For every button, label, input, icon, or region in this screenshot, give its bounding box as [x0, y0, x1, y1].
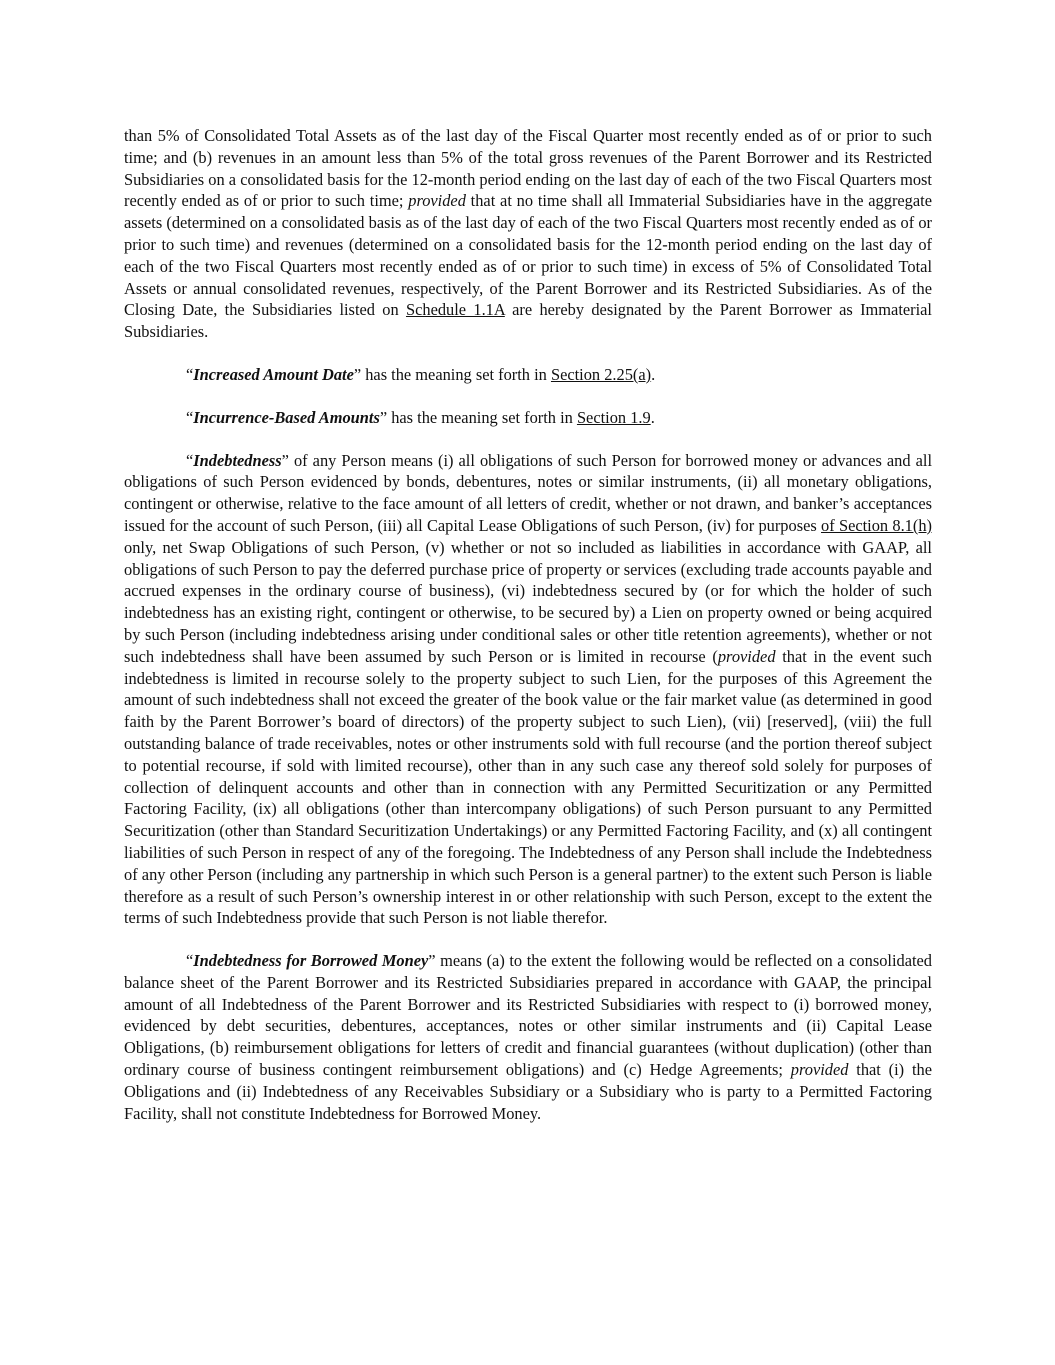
text-run: that at no time shall all Immaterial Subsidiaries have in the aggregate assets (determined on a consolidated basis as of the last day of each of the two Fiscal Quarters most recently ended as of or prior to such time) and revenues (determined on a consolidated basis for the 12-month period ending on the last day of each of the two Fiscal Quarters most recently ended as of or prior to such time) in excess of 5% of Consolidated Total Assets or annual consolidated revenues, respectively, of the Parent Borrower and its Restricted Subsidiaries. As of the Closing Date, the Subsidiaries listed on	[124, 191, 932, 320]
text-run: ” of any Person means (i) all obligations of such Person for borrowed money or advances and all obligations of such Person evidenced by bonds, debentures, notes or similar instruments, (ii) all monetary obligations, contingent or otherwise, relative to the face amount of all letters of credit, whether or not drawn, and banker’s acceptances issued for the account of such Person, (iii) all Capital Lease Obligations of such Person, (iv) for purposes	[124, 450, 932, 535]
schedule-reference: Schedule 1.1A	[405, 300, 505, 320]
text-run: are hereby designated by the Parent Borrower as Immaterial Subsidiaries.	[124, 300, 932, 342]
open-quote: “	[186, 450, 194, 470]
open-quote: “	[186, 364, 194, 384]
provided-italic: provided	[717, 646, 776, 666]
increased-amount-date-definition	[124, 364, 932, 386]
open-quote: “	[186, 407, 194, 427]
indebtedness-definition	[124, 450, 932, 930]
section-reference: Section 1.9	[576, 407, 651, 427]
document-page	[124, 125, 932, 1145]
text-run: only, net Swap Obligations of such Person, (v) whether or not so included as liabilities in accordance with GAAP, all obligations of such Person to pay the deferred purchase price of property or services (excluding trade accounts payable and accrued expenses in the ordinary course of business), (vi) indebtedness secured by (or for which the holder of such indebtedness has an existing right, contingent or otherwise, to be secured by) a Lien on property owned or being acquired by such Person (including indebtedness arising under conditional sales or other title retention agreements), whether or not such indebtedness shall have been assumed by such Person or is limited in recourse (	[124, 537, 932, 666]
defined-term: Indebtedness for Borrowed Money	[193, 951, 429, 971]
text-run: that in the event such indebtedness is limited in recourse solely to the property subject to such Lien, for the purposes of this Agreement the amount of such indebtedness shall not exceed the greater of the book value or the fair market value (as determined in good faith by the Parent Borrower’s board of directors) of the property subject to such Lien), (vii) [reserved], (viii) the full outstanding balance of trade receivables, notes or other instruments sold with full recourse (and the portion thereof subject to potential recourse, if sold with limited recourse), other than in any such case any thereof sold solely for purposes of collection of delinquent accounts and other than in connection with any Permitted Securitization or any Permitted Factoring Facility, (ix) all obligations (other than intercompany obligations) of such Person pursuant to any Permitted Securitization (other than Standard Securitization Undertakings) or any Permitted Factoring Facility, and (x) all contingent liabilities of such Person in respect of any of the foregoing. The Indebtedness of any Person shall include the Indebtedness of any other Person (including any partnership in which such Person is a general partner) to the extent such Person is liable therefore as a result of such Person’s ownership interest in or other relationship with such Person, except to the extent the terms of such Indebtedness provide that such Person is not liable therefor.	[124, 646, 932, 928]
immaterial-subsidiary-definition-continuation	[124, 125, 932, 343]
provided-italic: provided	[790, 1060, 849, 1080]
provided-italic: provided	[408, 191, 466, 211]
text-run: ” has the meaning set forth in	[353, 364, 551, 384]
text-run: .	[651, 364, 656, 384]
text-run: ” means (a) to the extent the following would be reflected on a consolidated balance sheet of the Parent Borrower and its Restricted Subsidiaries prepared in accordance with GAAP, the principal amount of all Indebtedness of the Parent Borrower and its Restricted Subsidiaries with respect to (i) borrowed money, evidenced by debt securities, debentures, acceptances, notes or other similar instruments and (ii) Capital Lease Obligations, (b) reimbursement obligations for letters of credit and financial guarantees (without duplication) (other than ordinary course of business contingent reimbursement obligations) and (c) Hedge Agreements;	[124, 951, 932, 1080]
defined-term: Incurrence-Based Amounts	[193, 407, 380, 427]
text-run: that (i) the Obligations and (ii) Indebtedness of any Receivables Subsidiary or a Subsidiary who is party to a Permitted Factoring Facility, shall not constitute Indebtedness for Borrowed Money.	[124, 1060, 932, 1123]
text-run: ” has the meaning set forth in	[379, 407, 577, 427]
defined-term: Increased Amount Date	[193, 364, 354, 384]
section-reference: Section 2.25(a)	[550, 364, 652, 384]
section-reference: of Section 8.1(h)	[821, 515, 932, 535]
open-quote: “	[186, 951, 194, 971]
indebtedness-for-borrowed-money-definition	[124, 950, 932, 1124]
defined-term: Indebtedness	[193, 450, 282, 470]
text-run: than 5% of Consolidated Total Assets as of the last day of the Fiscal Quarter most recently ended as of or prior to such time; and (b) revenues in an amount less than 5% of the total gross revenues of the Parent Borrower and its Restricted Subsidiaries on a consolidated basis for the 12-month period ending on the last day of each of the two Fiscal Quarters most recently ended as of or prior to such time;	[124, 126, 932, 211]
text-run: .	[650, 407, 655, 427]
incurrence-based-amounts-definition	[124, 407, 932, 429]
